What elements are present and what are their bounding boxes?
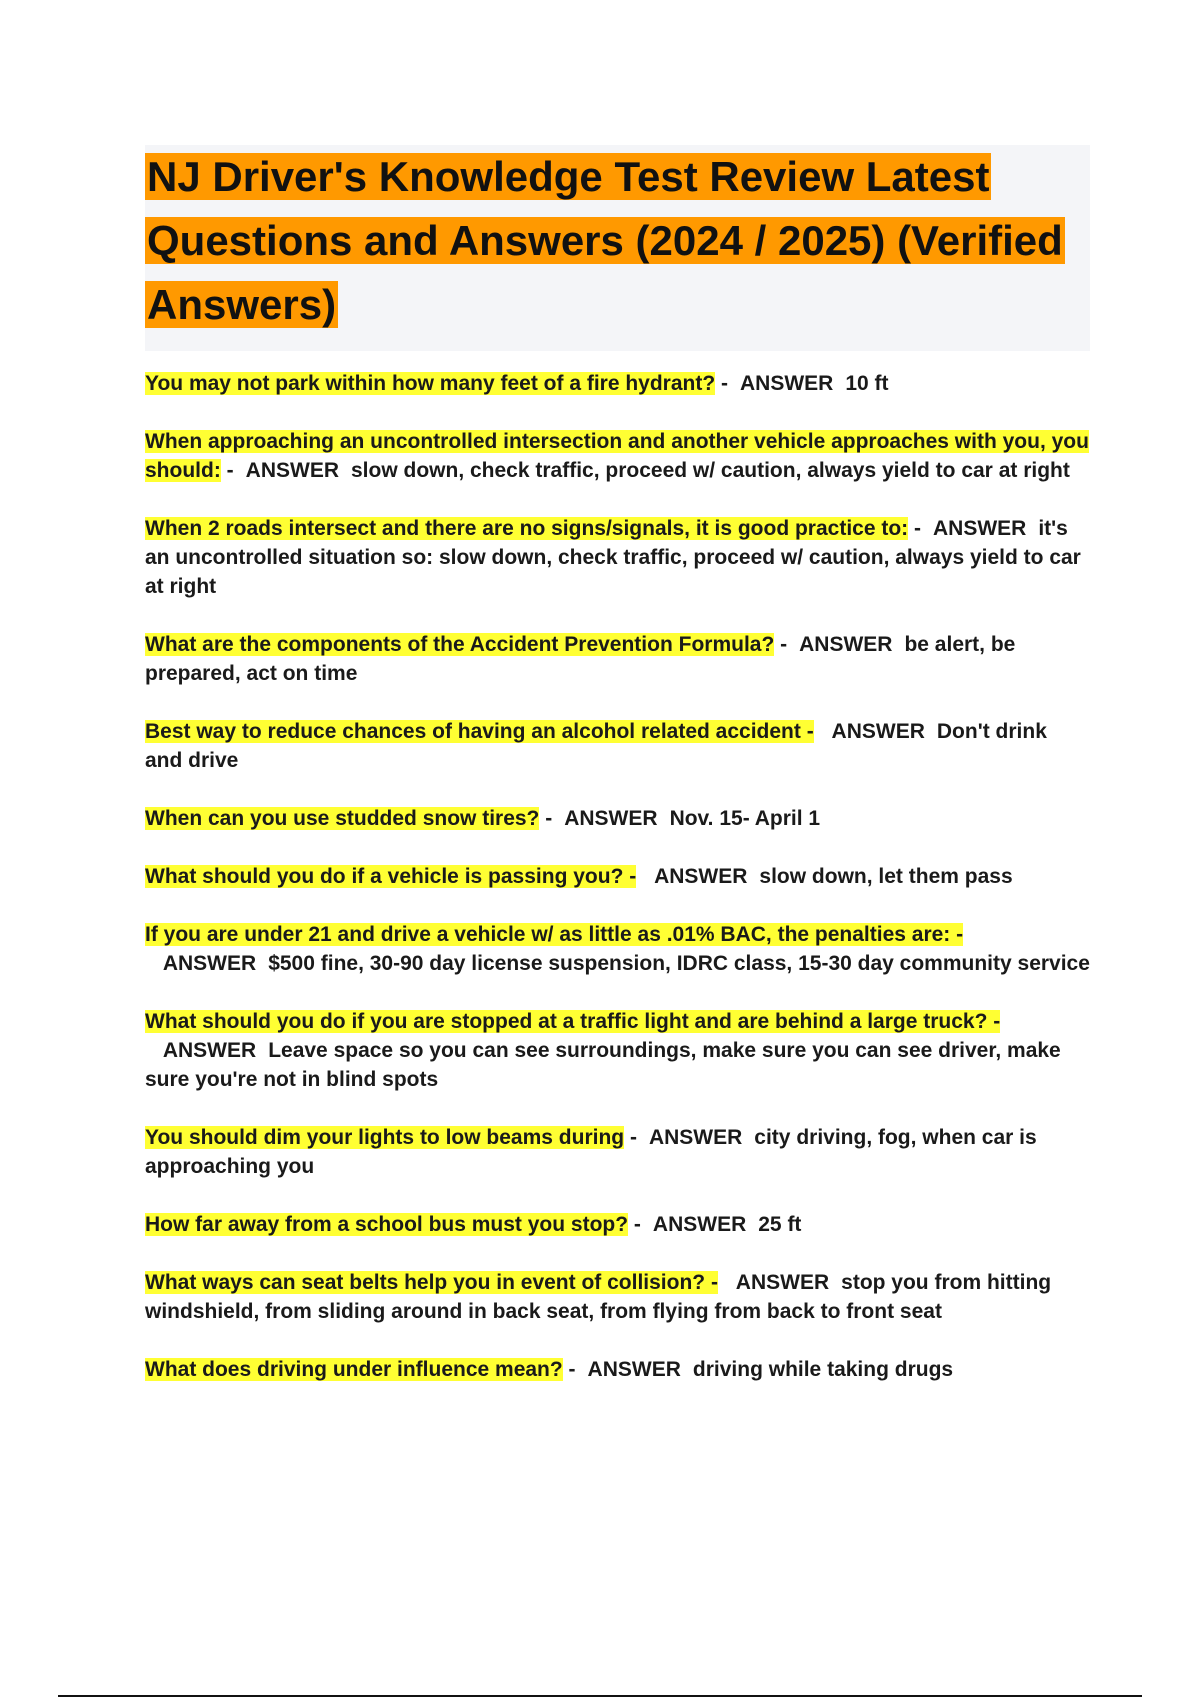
question-text: What are the components of the Accident Prevention Formula?: [145, 633, 775, 656]
separator-dash: -: [562, 1358, 576, 1381]
document-title: [145, 145, 1090, 337]
answer-label: ANSWER: [564, 807, 658, 830]
answer-text: slow down, check traffic, proceed w/ caution, always yield to car at right: [351, 459, 1070, 482]
separator-dash: -: [628, 1213, 641, 1236]
qa-item: [145, 1123, 1090, 1181]
separator-dash: -: [908, 517, 921, 540]
question-text: What should you do if you are stopped at a traffic light and are behind a large truck? -: [145, 1010, 1001, 1033]
answer-label: ANSWER: [245, 459, 339, 482]
answer-label: ANSWER: [652, 1213, 747, 1236]
answer-text: Don't drink and drive: [145, 720, 1047, 772]
qa-item: [145, 1268, 1090, 1326]
separator-dash: [814, 720, 820, 743]
answer-label: ANSWER: [933, 517, 1027, 540]
question-text: You may not park within how many feet of a fire hydrant?: [145, 372, 716, 395]
qa-item: [145, 920, 1090, 978]
question-text: Best way to reduce chances of having an alcohol related accident -: [145, 720, 814, 743]
qa-item: [145, 369, 1090, 398]
title-block: [145, 145, 1090, 351]
question-text: When can you use studded snow tires?: [145, 807, 540, 830]
question-text: What should you do if a vehicle is passing you? -: [145, 865, 637, 888]
separator-dash: -: [774, 633, 788, 656]
qa-item: [145, 514, 1090, 601]
answer-label: ANSWER: [587, 1358, 681, 1381]
answer-text: Nov. 15- April 1: [669, 807, 821, 830]
answer-label: ANSWER: [162, 1039, 257, 1062]
question-text: If you are under 21 and drive a vehicle w/ as little as .01% BAC, the penalties are: -: [145, 923, 964, 946]
question-text: How far away from a school bus must you stop?: [145, 1213, 629, 1236]
answer-label: ANSWER: [735, 1271, 830, 1294]
answer-text: driving while taking drugs: [692, 1358, 954, 1381]
answer-text: Leave space so you can see surroundings, make sure you can see driver, make sure you're not in blind spots: [145, 1039, 1061, 1091]
answer-label: ANSWER: [162, 952, 257, 975]
separator-dash: -: [624, 1126, 637, 1149]
answer-label: ANSWER: [831, 720, 925, 743]
answer-text: 25 ft: [758, 1213, 802, 1236]
document-page: [145, 145, 1090, 1413]
separator-dash: [145, 1039, 151, 1062]
qa-item: [145, 862, 1090, 891]
qa-item: [145, 717, 1090, 775]
separator-dash: -: [539, 807, 553, 830]
separator-dash: [636, 865, 642, 888]
separator-dash: [145, 952, 151, 975]
qa-item: [145, 1210, 1090, 1239]
qa-item: [145, 1355, 1090, 1384]
question-text: What ways can seat belts help you in event of collision? -: [145, 1271, 718, 1294]
separator-dash: -: [220, 459, 234, 482]
answer-text: stop you from hitting windshield, from sliding around in back seat, from flying from back to front seat: [145, 1271, 1052, 1323]
question-text: You should dim your lights to low beams during: [145, 1126, 625, 1149]
answer-text: it's an uncontrolled situation so: slow down, check traffic, proceed w/ caution, always yield to car at right: [145, 517, 1081, 598]
question-text: When 2 roads intersect and there are no signs/signals, it is good practice to:: [145, 517, 909, 540]
qa-item: [145, 804, 1090, 833]
answer-label: ANSWER: [740, 372, 834, 395]
qa-item: [145, 630, 1090, 688]
qa-list: [145, 369, 1090, 1384]
separator-dash: [718, 1271, 724, 1294]
answer-text: city driving, fog, when car is approaching you: [145, 1126, 1037, 1178]
separator-dash: -: [715, 372, 729, 395]
question-text: When approaching an uncontrolled intersection and another vehicle approaches with you, you should:: [145, 430, 1089, 482]
answer-label: ANSWER: [648, 1126, 743, 1149]
answer-label: ANSWER: [654, 865, 748, 888]
answer-text: be alert, be prepared, act on time: [145, 633, 1016, 685]
answer-label: ANSWER: [799, 633, 893, 656]
answer-text: $500 fine, 30-90 day license suspension, IDRC class, 15-30 day community service: [268, 952, 1090, 975]
answer-text: slow down, let them pass: [759, 865, 1013, 888]
qa-item: [145, 427, 1090, 485]
qa-item: [145, 1007, 1090, 1094]
answer-text: 10 ft: [845, 372, 889, 395]
document-title-text: NJ Driver's Knowledge Test Review Latest Questions and Answers (2024 / 2025) (Verified Answers): [147, 153, 1063, 328]
question-text: What does driving under influence mean?: [145, 1358, 563, 1381]
footer-divider: [58, 1695, 1142, 1697]
